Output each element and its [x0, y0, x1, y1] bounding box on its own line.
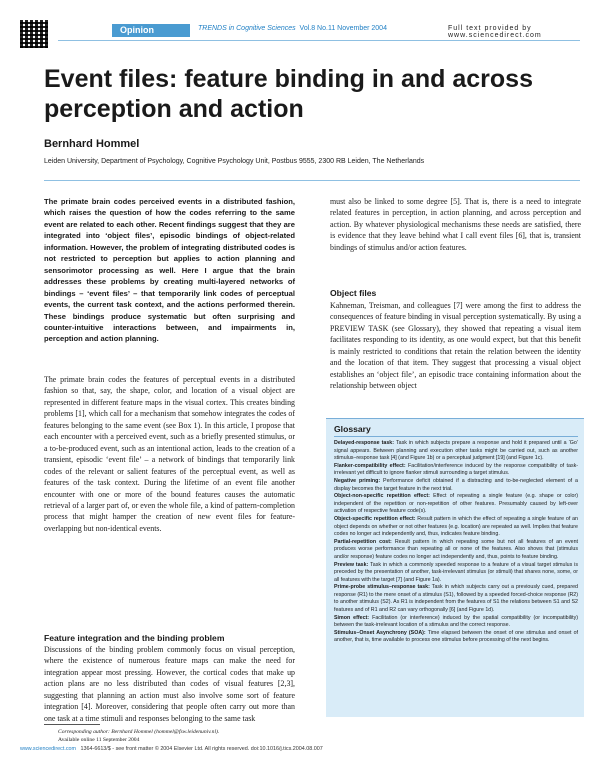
corresponding-author: Corresponding author: Bernhard Hommel (hommel@fsw.leidenuniv.nl). [58, 729, 220, 735]
glossary-def: Result pattern in which repeating some but not all features of an event produces worse performance than repeating all or none of the features. Also shows that (stimulus and/or response) feature codes no longer act independently and, thus, points to feature binding. [334, 538, 578, 560]
glossary-def: Facilitation (or interference) induced by the spatial compatibility (or incompatibility) between the task-irrelevant location of a stimulus and the correct response. [334, 614, 578, 629]
glossary-term: Object-specific repetition effect: [334, 515, 416, 522]
glossary-entry [334, 562, 578, 585]
article-title: Event files: feature binding in and across perception and action [44, 65, 533, 123]
author-name: Bernhard Hommel [44, 138, 140, 150]
glossary-def: Task in which a commonly speeded response to a feature of a visual target stimulus is preceded by the presentation of another, task-irrelevant stimulus (or stimuli) that shares none, some, or all features with the target [7] (and Figure 1a). [334, 561, 578, 583]
glossary-rule [334, 436, 578, 437]
footnote-rule [44, 724, 100, 725]
glossary-entry [334, 516, 578, 539]
glossary-entry [334, 463, 578, 478]
glossary-term: Preview task: [334, 561, 369, 568]
footnote [58, 728, 219, 744]
glossary-entry [334, 478, 578, 493]
author-affiliation: Leiden University, Department of Psychology, Cognitive Psychology Unit, Postbus 9555, 2300 RB Leiden, The Netherlands [44, 158, 425, 165]
qr-code-icon [20, 20, 48, 48]
intro-paragraph: The primate brain codes the features of perceptual events in a distributed fashion so that, say, the shape, color, and location of a visual object are represented in different feature maps in the visual cortex. This creates binding problems [1], which call for a mechanism that somehow integrates the codes of features belonging to the same event (see Box 1). In this article, I propose that each encounter with a perceived event, such as a briefly presented stimulus, or a to-be-produced event, such as an intentional action, leads to the creation of a transient, episodic ‘event file’ – a network of bindings that temporarily link codes of the relevant or salient features of the perceptual event, as well as features of the task context. During the lifetime of an event file another encounter with one or more of the bound features causes the automatic retrieval of a larger part of, or even the whole file, a kind of pattern-completion process that might hamper the creation of new event files for feature-overlapping but non-identical events. [44, 375, 295, 533]
glossary-entry [334, 630, 578, 645]
glossary-def: Task in which subjects prepare a response and hold it prepared until a ‘Go’ signal appears. Between planning and execution other tasks might be carried out, such as another stimulus–response task [4] (and Figure 1b) or a perceptual judgment [19] (and Figure 1c). [334, 440, 579, 462]
glossary-entry [334, 584, 578, 614]
glossary-term: Flanker-compatibility effect: [334, 462, 406, 469]
glossary-term: Simon effect: [334, 614, 370, 621]
glossary-def: Performance deficit obtained if a distracting and to-be-neglected element of a display becomes the target feature in the next trial. [334, 477, 578, 492]
header-rule [58, 40, 580, 41]
publisher-logo: Full text provided by www.sciencedirect.com [448, 25, 542, 39]
journal-info [198, 25, 387, 32]
glossary-term: Prime-probe stimulus–response task: [334, 584, 430, 591]
glossary-entry [334, 539, 578, 562]
glossary-entry [334, 493, 578, 516]
abstract: The primate brain codes perceived events in a distributed fashion, which raises the question of how the codes referring to the same event are related to each other. Recent findings suggest that they are integrated into ‘object files’, episodic bindings of object-related information. However, the problem of integrating distributed codes is not restricted to perception but applies to action planning and sensorimotor processing as well. Here I argue that the brain addresses these problems by creating multi-layered networks of bindings – ‘event files’ – that temporarily link codes of perceptual events, the current task context, and the actions performed therein. These bindings produce systematic but often surprising and counter-intuitive interactions between, and impairments in, perception and action planning. [44, 197, 295, 344]
available-online: Available online 11 September 2004 [58, 737, 140, 743]
section-tag: Opinion [112, 24, 190, 37]
journal-name: TRENDS in Cognitive Sciences [198, 25, 296, 32]
glossary-def: Facilitation/interference induced by the response compatibility of task-irrelevant yet difficult to ignore flanker stimuli surrounding a target stimulus. [334, 462, 579, 477]
footer-site-link[interactable]: www.sciencedirect.com [20, 746, 77, 752]
glossary-def: Task in which subjects carry out a previously cued, prepared response (R1) to the mere onset of a stimulus (S1), followed by a speeded forced-choice response (R2) to another stimulus (S2). As R1 is independent from the features of S1 the relations between S1 and S2 features and of R1 and R2 can vary orthogonally [6] (and Figure 1d). [334, 584, 578, 614]
glossary-entries [334, 440, 578, 645]
glossary-title: Glossary [334, 424, 371, 434]
page-footer [20, 746, 323, 752]
glossary-term: Delayed-response task: [334, 440, 395, 446]
glossary-def: Time elapsed between the onset of one stimulus and onset of another, that is, time available to process one stimulus before processing of the next begins. [334, 629, 578, 644]
right-column-paragraph: must also be linked to some degree [5]. That is, there is a need to integrate related features in perception, in action planning, and across perception and action. By whatever physiological mechanisms these needs are satisfied, there is evidence that they leave behind what I call event files [6], that is, transient bindings of stimulus and/or action features. [330, 197, 581, 252]
glossary-def: Effect of repeating a single feature (e.g. shape or color) independent of the repetition or non-repetition of other features. Presumably caused by left-over activation of respective feature code(s). [334, 493, 578, 515]
glossary-def: Result pattern in which the effect of repeating a single feature of an object depends on whether or not other features (e.g. location) are repeated as well. Implies that feature codes no longer act independently and, thus, indicates feature binding. [334, 515, 578, 538]
glossary-term: Object-non-specific repetition effect: [334, 493, 430, 500]
footer-info: 1364-6613/$ - see front matter © 2004 Elsevier Ltd. All rights reserved. doi:10.1016/j.tics.2004.08.007 [80, 746, 323, 752]
volume-info: Vol.8 No.11 November 2004 [299, 25, 387, 32]
glossary-term: Stimulus–Onset Asynchrony (SOA): [334, 629, 426, 636]
object-files-paragraph: Kahneman, Treisman, and colleagues [7] were among the first to address the consequences of feature binding in visual perception systematically. By using a PREVIEW TASK (see Glossary), they showed that repeating a visual item facilitates responding to its identity, as one would expect, but that this benefit is mainly restricted to conditions that retain the relation between the identity and the location of that item. They suggest that processing a visual object establishes an ‘object file’, an episodic trace containing information about the relationship between object [330, 301, 581, 391]
binding-paragraph: Discussions of the binding problem commonly focus on visual perception, where the existence of numerous feature maps can make the need for integration appear most pressing. However, the cortical codes that make up action plans are no less distributed than codes of visual features [2,3], suggesting that planning an action must also involve some sort of feature integration [4]. Moreover, considering that people often carry out more than one task at a time stimuli and responses belonging to the same task [44, 645, 295, 723]
glossary-term: Negative priming: [334, 477, 381, 484]
glossary-term: Partial-repetition cost: [334, 538, 392, 545]
section-heading-binding: Feature integration and the binding problem [44, 633, 225, 643]
glossary-entry [334, 615, 578, 630]
section-heading-object-files: Object files [330, 288, 377, 298]
glossary-entry [334, 440, 578, 463]
title-rule [44, 180, 580, 181]
